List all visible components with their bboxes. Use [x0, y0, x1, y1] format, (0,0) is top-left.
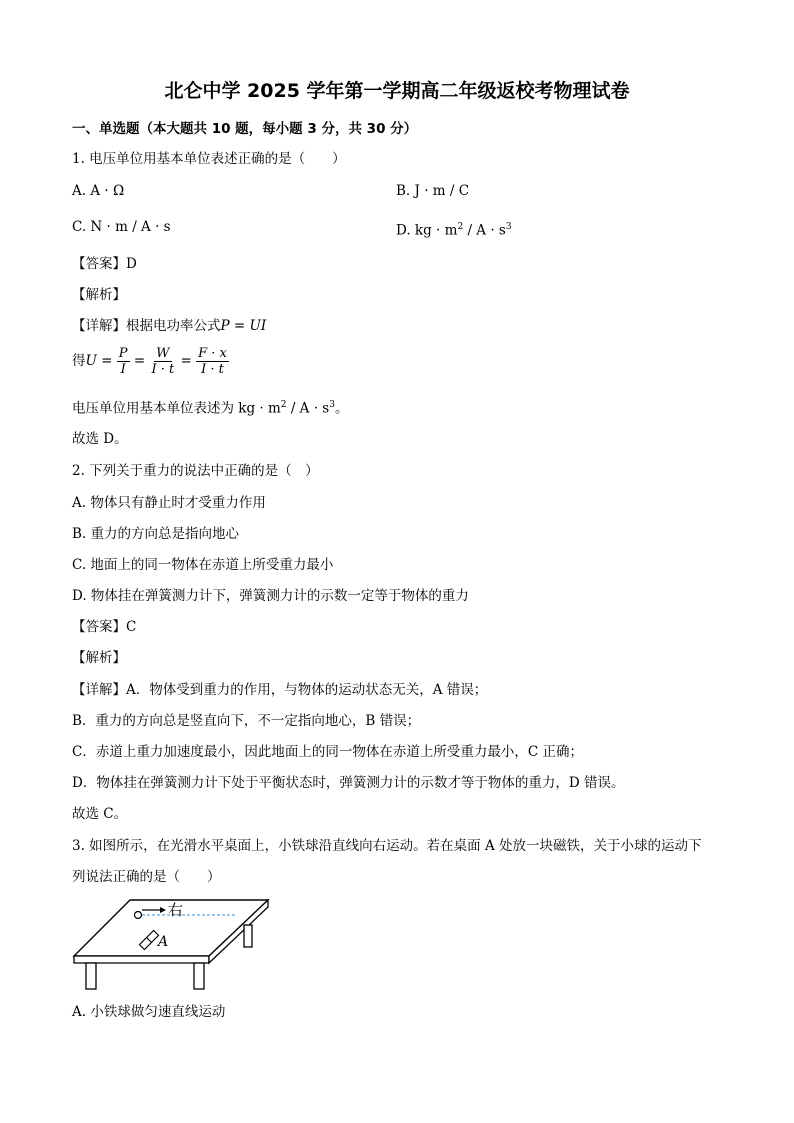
q1-answer: 【答案】D: [72, 256, 137, 272]
table-leg-back-right: [244, 925, 252, 947]
q2-answer: 【答案】C: [72, 619, 137, 635]
table-front-edge: [74, 956, 209, 963]
q1-derivation: 得U = $\frac{P}{I}$ = $\frac{W}{I \cdot t}$ = $\frac{F \cdot x}{I \cdot t}$: [72, 346, 227, 377]
q2-detail-b: B．重力的方向总是竖直向下，不一定指向地心，B 错误；: [72, 713, 421, 729]
q1-option-c: C. N · m / A · s: [72, 219, 171, 235]
q2-detail-a: 【详解】A．物体受到重力的作用，与物体的运动状态无关，A 错误；: [72, 682, 488, 698]
fraction-fx-over-it: $\frac{F \cdot x}{I \cdot t}$: [198, 346, 227, 377]
question-2-stem: 2. 下列关于重力的说法中正确的是（ ）: [72, 463, 319, 479]
fraction-w-over-it: $\frac{W}{I \cdot t}$: [151, 346, 175, 377]
table-leg-front-left: [86, 963, 96, 989]
question-3-stem-line2: 列说法正确的是（ ）: [72, 869, 221, 885]
table-figure: [70, 893, 280, 993]
q2-option-a: A. 物体只有静止时才受重力作用: [72, 495, 266, 511]
q3-option-a: A. 小铁球做匀速直线运动: [72, 1004, 226, 1020]
q1-option-b: B. J · m / C: [396, 183, 470, 199]
question-3-stem-line1: 3. 如图所示，在光滑水平桌面上，小铁球沿直线向右运动。若在桌面 A 处放一块磁铁，关于小球的运动下: [72, 838, 702, 854]
q2-detail-d: D．物体挂在弹簧测力计下处于平衡状态时，弹簧测力计的示数才等于物体的重力，D 错误。: [72, 775, 625, 791]
q1-detail: 【详解】根据电功率公式P = UI: [72, 318, 267, 334]
q2-option-d: D. 物体挂在弹簧测力计下，弹簧测力计的示数一定等于物体的重力: [72, 588, 469, 604]
q2-choice: 故选 C。: [72, 806, 128, 822]
q1-choice: 故选 D。: [72, 431, 128, 447]
q2-option-b: B. 重力的方向总是指向地心: [72, 526, 240, 542]
power-formula: P = UI: [220, 318, 267, 334]
q2-option-c: C. 地面上的同一物体在赤道上所受重力最小: [72, 557, 334, 573]
iron-ball: [135, 912, 142, 919]
fraction-p-over-i: $\frac{P}{I}$: [118, 346, 128, 377]
table-leg-front-right: [194, 963, 204, 989]
q2-analysis-label: 【解析】: [72, 650, 126, 666]
q1-option-d: D. kg · $m^2 / A \cdot s^3$: [396, 222, 512, 239]
question-1-stem: 1. 电压单位用基本单位表述正确的是（ ）: [72, 151, 346, 167]
page-title: 北仑中学 2025 学年第一学期高二年级返校考物理试卷: [164, 80, 630, 102]
q1-option-a: A. A · Ω: [72, 183, 125, 199]
section-heading: 一、单选题（本大题共 10 题，每小题 3 分，共 30 分）: [72, 121, 418, 137]
label-a: A: [158, 934, 169, 950]
q1-conclusion: 电压单位用基本单位表述为 kg · $m^2 / A \cdot s^3$。: [72, 400, 349, 417]
label-right: 右: [168, 901, 184, 919]
q2-detail-c: C．赤道上重力加速度最小，因此地面上的同一物体在赤道上所受重力最小，C 正确；: [72, 744, 583, 760]
q1-analysis-label: 【解析】: [72, 287, 126, 303]
